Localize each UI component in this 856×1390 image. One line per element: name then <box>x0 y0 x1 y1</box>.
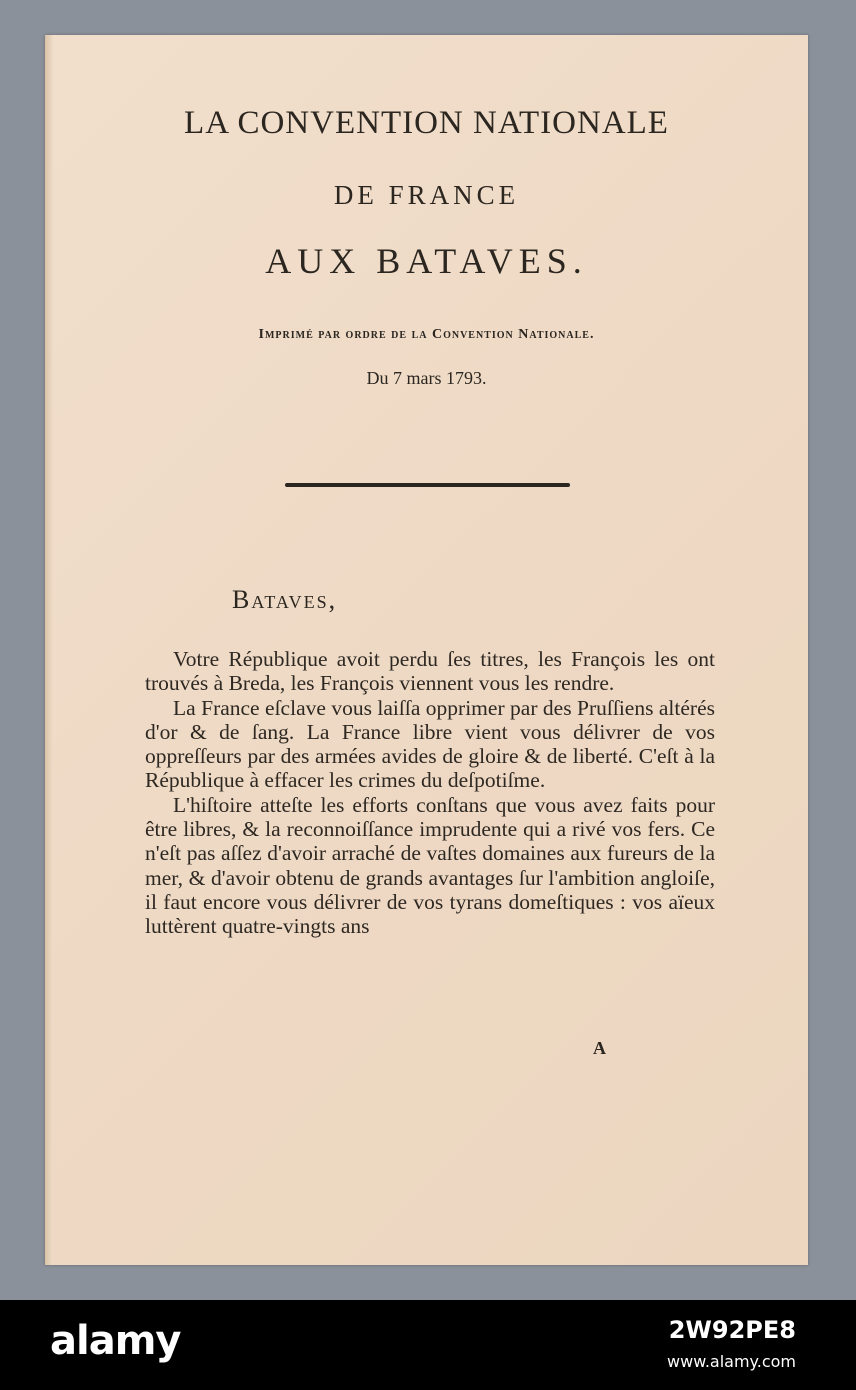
date-line: Du 7 mars 1793. <box>366 368 487 388</box>
imprint-line: Imprimé par ordre de la Convention Nationale. <box>258 327 595 342</box>
paragraph: L'hiſtoire atteſte les efforts conſtans que vous avez faits pour être libres, & la reconnoiſſance imprudente qui a rivé vos fers. Ce n'eſt pas aſſez d'avoir arraché de vaſtes domaines aux fureurs de la mer, & d'avoir obtenu de grands avantages ſur l'ambition angloiſe, il faut encore vous délivrer de vos tyrans domeſtiques : vos aïeux luttèrent quatre-vingts ans <box>145 792 715 939</box>
signature-mark: A <box>593 1038 606 1058</box>
page-edge <box>45 35 53 1265</box>
watermark-strip <box>0 1300 856 1390</box>
body-text <box>145 647 715 939</box>
salutation: Bataves, <box>232 585 338 614</box>
divider-rule <box>285 483 570 487</box>
title-line-1: LA CONVENTION NATIONALE <box>184 105 669 141</box>
title-line-2: DE FRANCE <box>333 180 520 210</box>
title-line-3: AUX BATAVES. <box>265 241 588 281</box>
image-id: 2W92PE8 <box>668 1316 796 1344</box>
alamy-logo: alamy <box>50 1318 181 1364</box>
document-page <box>45 35 808 1265</box>
paragraph: Votre République avoit perdu ſes titres, les François les ont trouvés à Breda, les François viennent vous les rendre. <box>145 647 715 696</box>
paragraph: La France eſclave vous laiſſa opprimer par des Pruſſiens altérés d'or & de ſang. La France libre vient vous délivrer de vos oppreſſeurs par des armées avides de gloire & de liberté. C'eſt à la République à effacer les crimes du deſpotiſme. <box>145 695 715 793</box>
watermark-url: www.alamy.com <box>667 1352 796 1371</box>
